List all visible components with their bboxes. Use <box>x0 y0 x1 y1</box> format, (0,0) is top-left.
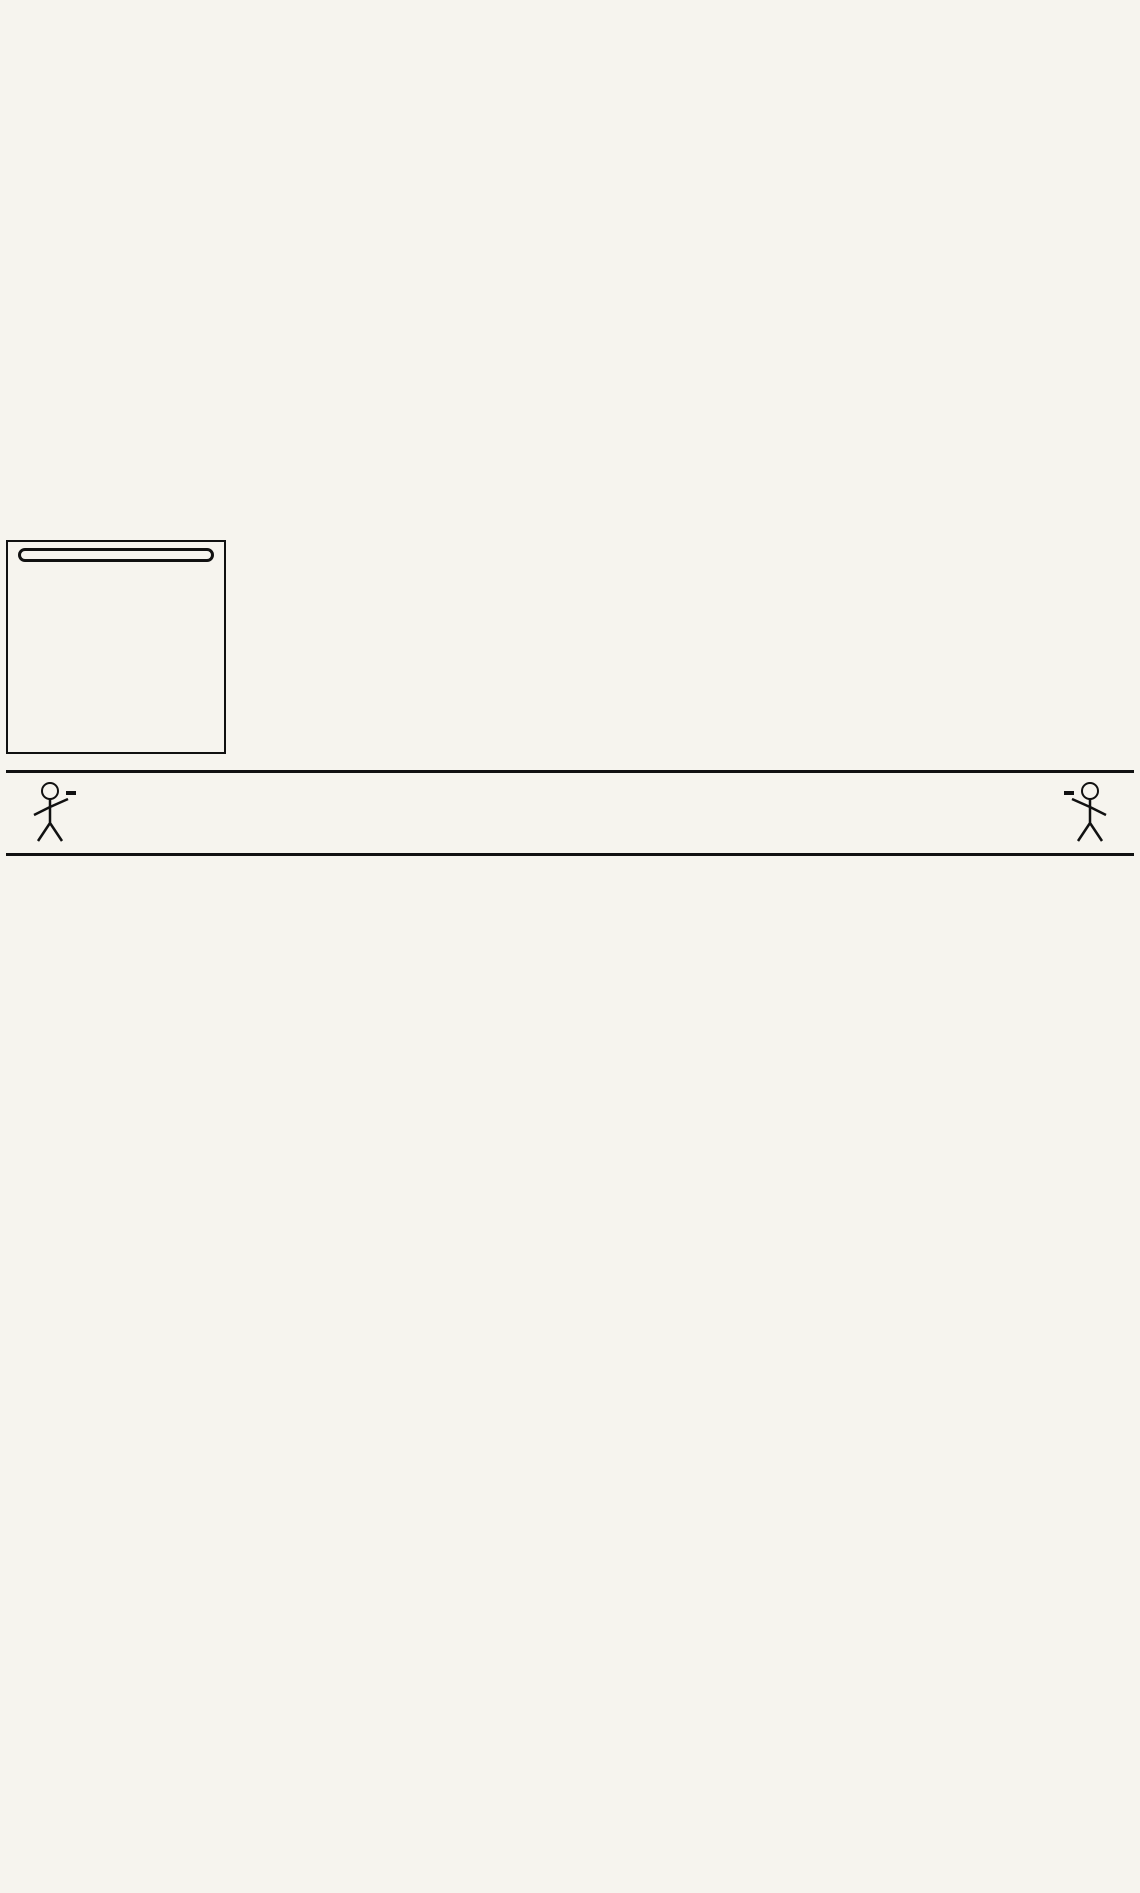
harold-smith-ad <box>6 540 226 754</box>
harold-smith-logo <box>18 548 214 562</box>
worker-illustration-left <box>20 779 80 845</box>
service-directory-columns <box>6 856 1134 1866</box>
home-service-guide-banner <box>6 770 1134 856</box>
worker-illustration-right <box>1060 779 1120 845</box>
